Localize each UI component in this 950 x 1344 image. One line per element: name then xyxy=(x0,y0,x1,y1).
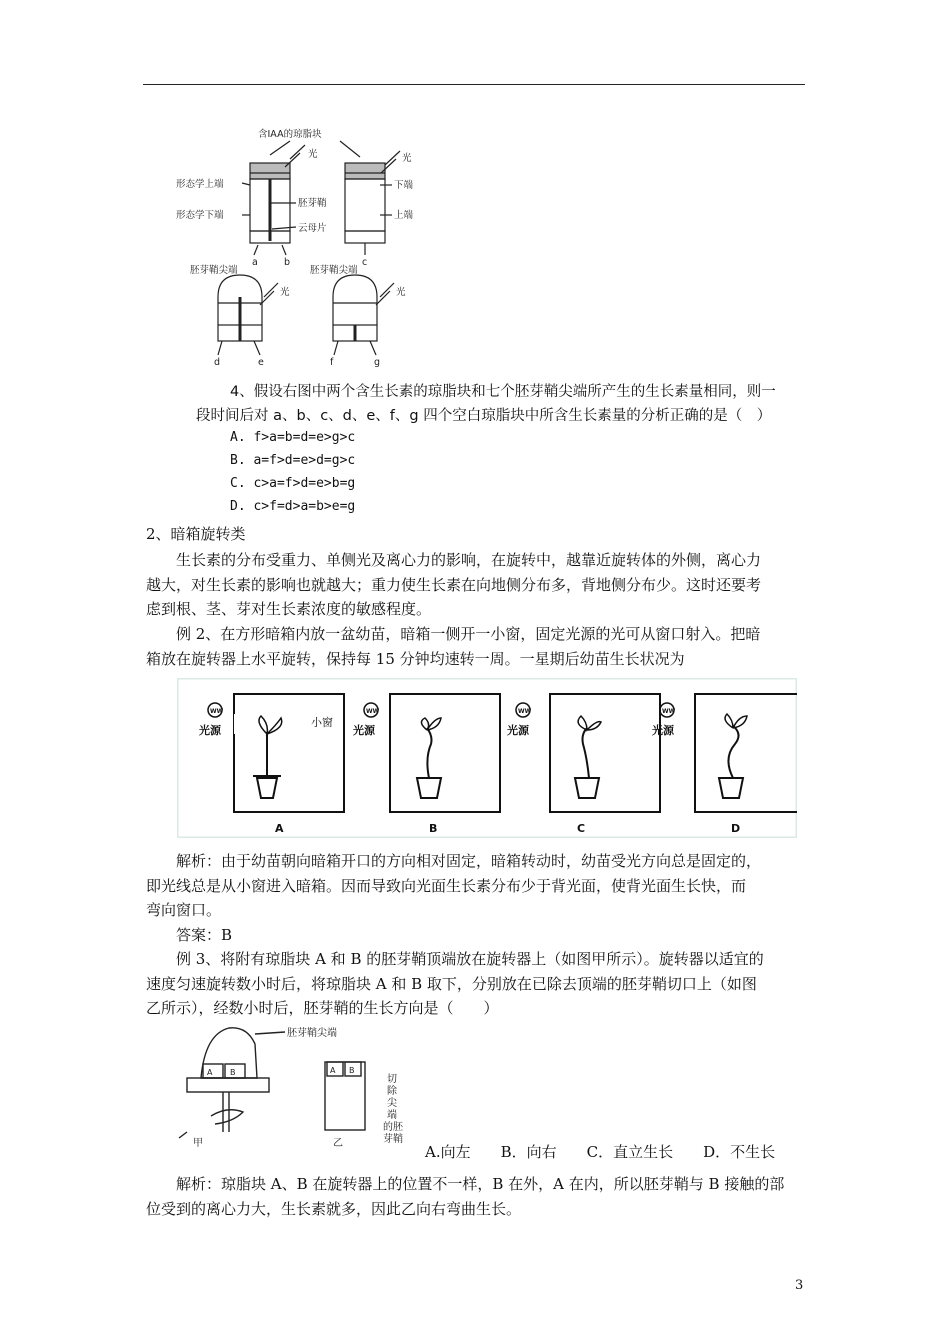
label-f: f xyxy=(330,357,334,368)
label-d: d xyxy=(214,357,221,368)
q4-option-c: C. c>a=f>d=e>b=g xyxy=(230,476,356,491)
label-iaa-block: 含IAA的琼脂块 xyxy=(258,129,322,140)
label-mica: 云母片 xyxy=(298,223,327,234)
panel-label-c: C xyxy=(577,822,586,835)
q4-option-b: B. a=f>d=e>d=g>c xyxy=(230,453,356,468)
figure-rotator xyxy=(175,1020,425,1150)
label-morph-bottom: 形态学下端 xyxy=(176,210,224,221)
cut-block-b-label: B xyxy=(349,1066,355,1075)
q4-option-a: A. f>a=b=d=e>g>c xyxy=(230,430,356,445)
paragraph-line: 例 3、将附有琼脂块 A 和 B 的胚芽鞘顶端放在旋转器上（如图甲所示）。旋转器以适宜的 xyxy=(176,950,764,968)
paragraph-line: 生长素的分布受重力、单侧光及离心力的影响，在旋转中，越靠近旋转体的外侧，离心力 xyxy=(176,551,762,569)
cut-label-4: 端 xyxy=(387,1110,397,1121)
q4-option-d: D. c>f=d>a=b>e=g xyxy=(230,499,356,514)
analysis-2 xyxy=(146,849,806,947)
label-a: a xyxy=(252,257,258,268)
window-label: 小窗 xyxy=(311,716,333,729)
tip-label: 胚芽鞘尖端 xyxy=(287,1028,337,1039)
panel-label-d: D xyxy=(731,822,741,835)
label-light-4: 光 xyxy=(396,287,406,298)
ex3-options: A.向左 B．向右 C．直立生长 D．不生长 xyxy=(425,1143,776,1161)
cut-label-3: 尖 xyxy=(387,1098,397,1109)
label-tip-1: 胚芽鞘尖端 xyxy=(190,265,238,276)
label-upper-end: 上端 xyxy=(394,210,414,221)
block-b-label: B xyxy=(230,1068,236,1077)
lamp-d-icon: WW xyxy=(662,708,676,715)
label-jia: 甲 xyxy=(193,1138,203,1149)
example-2 xyxy=(146,622,806,671)
section-heading: 2、暗箱旋转类 xyxy=(146,525,246,543)
light-source-b: 光源 xyxy=(353,724,375,737)
light-source-a: 光源 xyxy=(199,724,221,737)
page-number: 3 xyxy=(795,1278,804,1293)
label-g: g xyxy=(374,357,381,368)
paragraph-line: 解析：由于幼苗朝向暗箱开口的方向相对固定，暗箱转动时，幼苗受光方向总是固定的， xyxy=(176,852,762,870)
label-b: b xyxy=(284,257,291,268)
example-3 xyxy=(146,947,806,1021)
label-c: c xyxy=(362,257,368,268)
light-source-d: 光源 xyxy=(652,724,674,737)
paragraph-line: 速度匀速旋转数小时后，将琼脂块 A 和 B 取下，分别放在已除去顶端的胚芽鞘切口上（如图 xyxy=(146,974,757,993)
paragraph-line: 箱放在旋转器上水平旋转，保持每 15 分钟均速转一周。一星期后幼苗生长状况为 xyxy=(146,649,685,668)
light-source-c: 光源 xyxy=(507,724,529,737)
label-light-3: 光 xyxy=(280,287,290,298)
lamp-c-icon: WW xyxy=(518,708,532,715)
label-tip-2: 胚芽鞘尖端 xyxy=(310,265,358,276)
q4-line-1: 4、假设右图中两个含生长素的琼脂块和七个胚芽鞘尖端所产生的生长素量相同，则一 xyxy=(230,384,776,400)
paragraph-line: 即光线总是从小窗进入暗箱。因而导致向光面生长素分布少于背光面，使背光面生长快，而 xyxy=(146,876,747,895)
label-lower-end: 下端 xyxy=(394,180,414,191)
cut-label-2: 除 xyxy=(387,1086,397,1097)
cut-block-a-label: A xyxy=(330,1066,336,1075)
cut-label-1: 切 xyxy=(387,1074,397,1085)
lamp-a-icon: WW xyxy=(210,708,224,715)
label-morph-top: 形态学上端 xyxy=(176,179,224,190)
paragraph-line: 例 2、在方形暗箱内放一盆幼苗，暗箱一侧开一小窗，固定光源的光可从窗口射入。把暗 xyxy=(176,625,761,643)
lamp-b-icon: WW xyxy=(366,708,380,715)
q4-line-2: 段时间后对 a、b、c、d、e、f、g 四个空白琼脂块中所含生长素量的分析正确的是（ ） xyxy=(196,408,772,424)
paragraph-line: 弯向窗口。 xyxy=(146,901,222,919)
paragraph-line: 位受到的离心力大，生长素就多，因此乙向右弯曲生长。 xyxy=(146,1199,522,1218)
label-coleoptile: 胚芽鞘 xyxy=(298,198,327,209)
cut-label-6: 芽鞘 xyxy=(383,1134,403,1145)
paragraph-line: 虑到根、茎、芽对生长素浓度的敏感程度。 xyxy=(146,600,432,618)
answer-2: 答案：B xyxy=(176,925,233,944)
header-rule xyxy=(143,84,805,85)
cut-label-5: 的胚 xyxy=(383,1122,403,1133)
label-light-2: 光 xyxy=(402,153,412,164)
label-light-1: 光 xyxy=(308,149,318,160)
paragraph-line: 解析：琼脂块 A、B 在旋转器上的位置不一样，B 在外，A 在内，所以胚芽鞘与 B 接触的部 xyxy=(176,1175,785,1193)
block-a-label: A xyxy=(207,1068,213,1077)
figure-iaa-diagram xyxy=(170,125,450,375)
section-paragraph xyxy=(146,548,806,622)
analysis-3 xyxy=(146,1172,806,1221)
figure-dark-box xyxy=(177,678,797,838)
panel-label-a: A xyxy=(275,822,284,835)
label-e: e xyxy=(258,357,264,368)
panel-label-b: B xyxy=(429,822,438,835)
label-yi: 乙 xyxy=(333,1138,343,1149)
paragraph-line: 越大，对生长素的影响也就越大；重力使生长素在向地侧分布多，背地侧分布少。这时还要考 xyxy=(146,575,762,594)
paragraph-line: 乙所示），经数小时后，胚芽鞘的生长方向是（ ） xyxy=(146,999,499,1017)
